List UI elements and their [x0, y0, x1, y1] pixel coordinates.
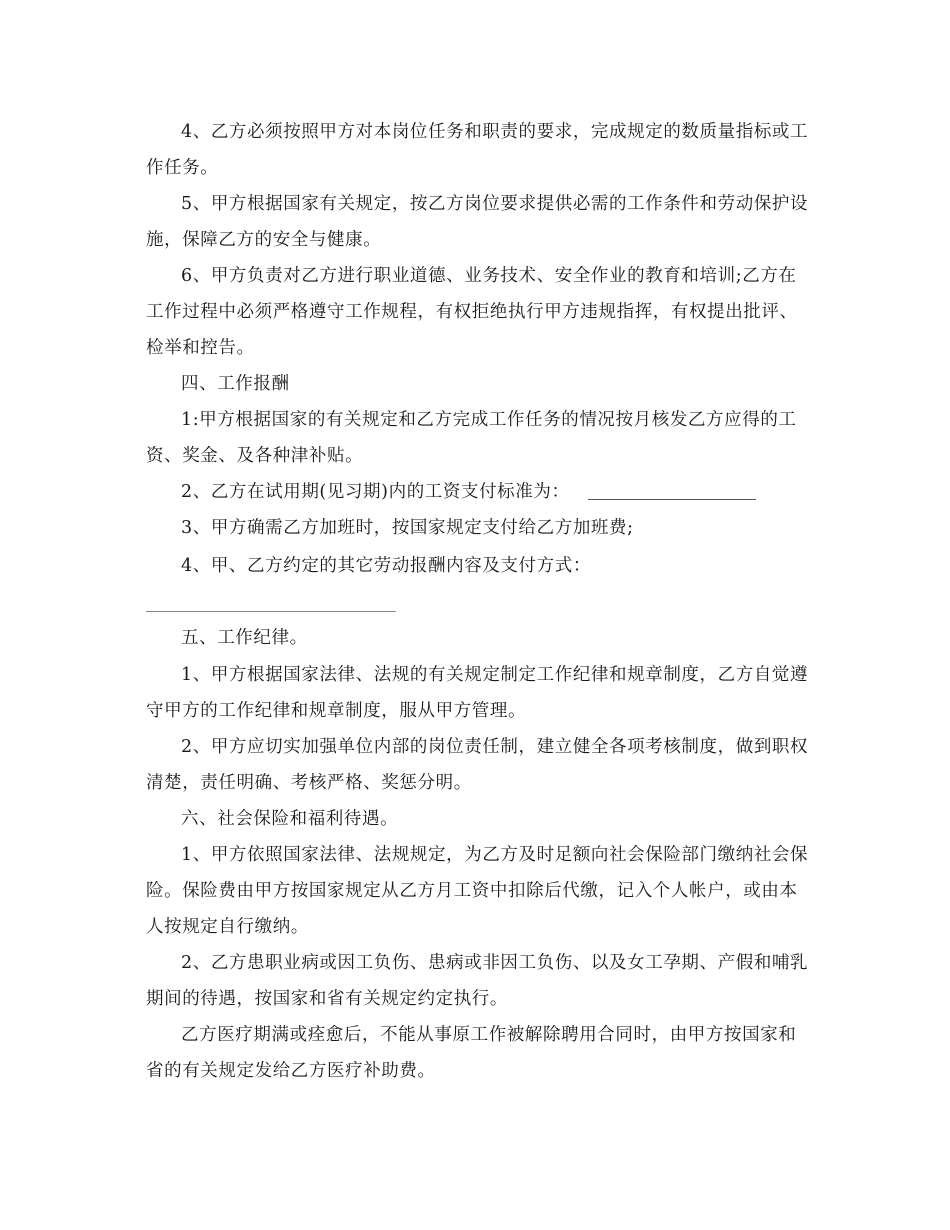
section-6-heading: 六、社会保险和福利待遇。 [181, 809, 399, 829]
salary-blank-field [588, 498, 756, 500]
section-4-item-4: 4、甲、乙方约定的其它劳动报酬内容及支付方式： [181, 556, 591, 576]
section-5-heading: 五、工作纪律。 [181, 628, 308, 648]
section-6-item-1: 1、甲方依照国家法律、法规规定，为乙方及时足额向社会保险部门缴纳社会保险。保险费由甲方按国家规定从乙方月工资中扣除后代缴，记入个人帐户，或由本人按规定自行缴纳。 [146, 845, 809, 937]
section-4-item-3: 3、甲方确需乙方加班时，按国家规定支付给乙方加班费; [181, 518, 634, 538]
section-6-item-3: 乙方医疗期满或痊愈后，不能从事原工作被解除聘用合同时，由甲方按国家和省的有关规定发给乙方医疗补助费。 [146, 1025, 797, 1081]
clause-3-item-4: 4、乙方必须按照甲方对本岗位任务和职责的要求，完成规定的数质量指标或工作任务。 [146, 122, 809, 178]
clause-3-item-5: 5、甲方根据国家有关规定，按乙方岗位要求提供必需的工作条件和劳动保护设施，保障乙方的安全与健康。 [146, 194, 809, 250]
section-4-item-2 [146, 474, 811, 510]
section-5-item-1: 1、甲方根据国家法律、法规的有关规定制定工作纪律和规章制度，乙方自觉遵守甲方的工作纪律和规章制度，服从甲方管理。 [146, 665, 809, 721]
clause-3-item-6: 6、甲方负责对乙方进行职业道德、业务技术、安全作业的教育和培训;乙方在工作过程中必须严格遵守工作规程，有权拒绝执行甲方违规指挥，有权提出批评、检举和控告。 [146, 266, 798, 358]
section-4-item-2-text: 2、乙方在试用期(见习期)内的工资支付标准为： [181, 482, 570, 502]
section-4-item-1: 1:甲方根据国家的有关规定和乙方完成工作任务的情况按月核发乙方应得的工资、奖金、及各种津补贴。 [146, 410, 797, 466]
section-4-heading: 四、工作报酬 [181, 374, 290, 394]
section-5-item-2: 2、甲方应切实加强单位内部的岗位责任制，建立健全各项考核制度，做到职权清楚，责任明确、考核严格、奖惩分明。 [146, 737, 809, 793]
other-pay-blank-line [146, 611, 396, 612]
section-6-item-2: 2、乙方患职业病或因工负伤、患病或非因工负伤、以及女工孕期、产假和哺乳期间的待遇，按国家和省有关规定约定执行。 [146, 953, 809, 1009]
